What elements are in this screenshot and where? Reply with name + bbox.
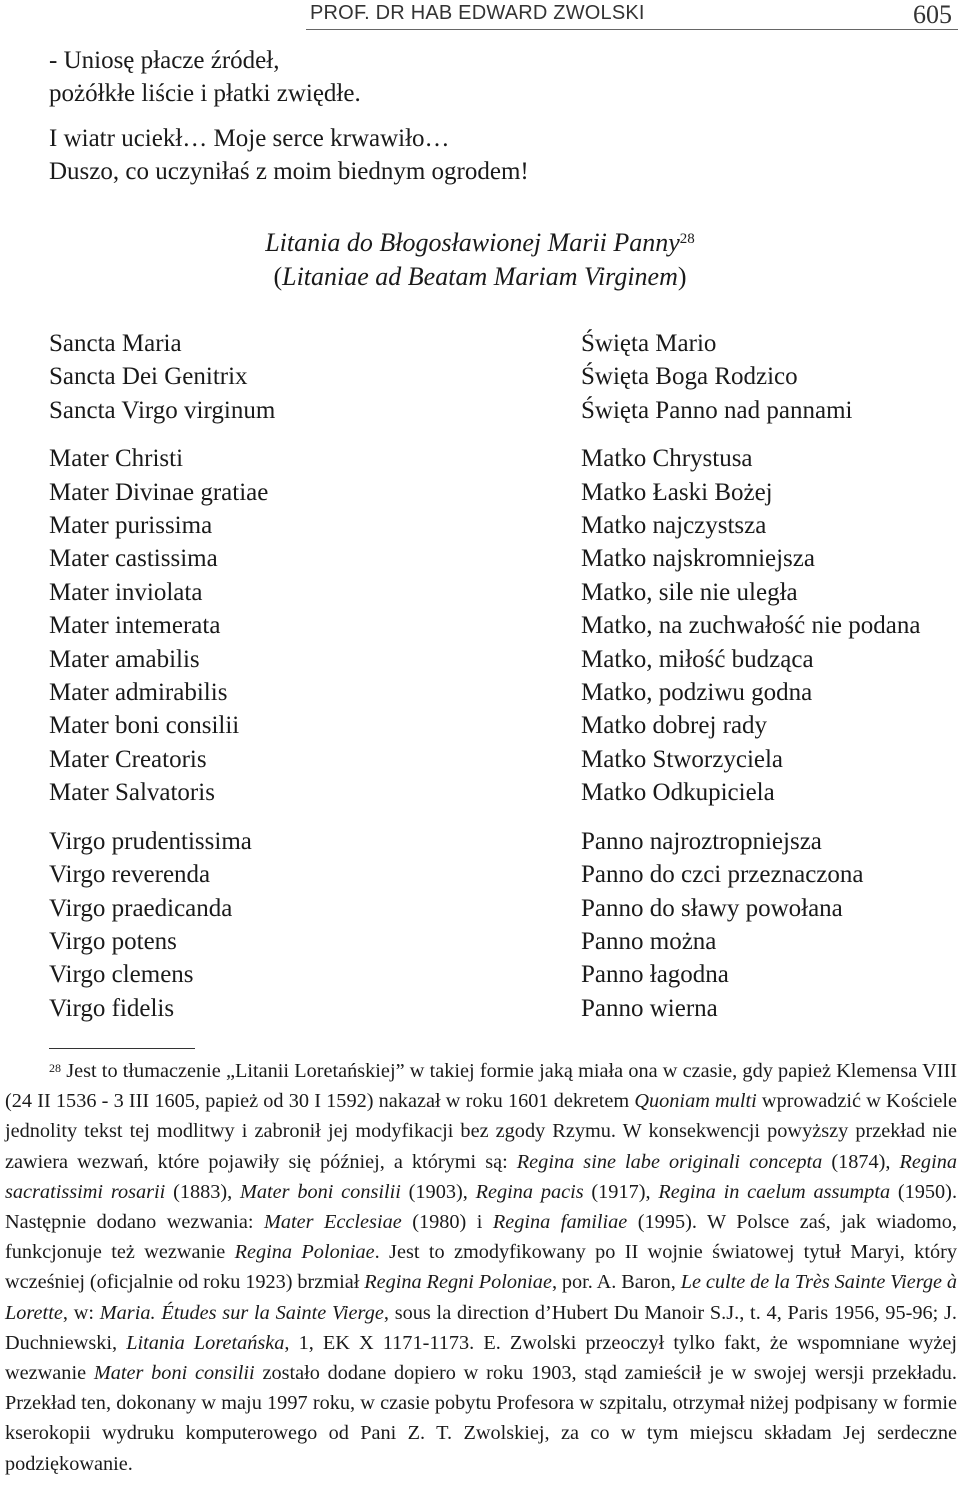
polish-group [581,442,920,809]
latin-invocation: Mater Salvatoris [49,779,215,807]
footnote-italic-segment: Mater Ecclesiae [263,1211,402,1234]
polish-invocation: Panno najroztropniejsza [581,827,822,855]
poem-stanza [49,122,529,188]
subtitle-close-paren: ) [677,262,687,291]
latin-invocation: Virgo reverenda [49,861,211,889]
litany-subtitle-text: Litaniae ad Beatam Mariam Virginem [282,262,678,291]
latin-invocation: Mater purissima [49,512,213,540]
footnote [5,1056,957,1479]
latin-invocation: Mater inviolata [49,578,203,606]
footnote-segment: (1903), [400,1180,476,1203]
polish-invocation: Matko najskromniejsza [581,545,815,573]
latin-invocation: Mater castissima [49,545,218,573]
latin-invocation: Mater admirabilis [49,679,228,707]
footnote-segment: (1980) i [401,1211,493,1234]
latin-invocation: Mater boni consilii [49,712,240,740]
footnote-italic-segment: Le culte de la Très Sainte Vierge à Lorette [5,1271,957,1324]
footnote-segment: (1917), [583,1180,659,1203]
latin-invocation: Virgo fidelis [49,994,175,1022]
polish-invocation: Panno do czci przeznaczona [581,861,864,889]
polish-invocation: Matko, sile nie uległa [581,578,798,606]
footnote-segment: , sous la direction d’Hubert Du Manoir S.J., t. 4, Paris 1956, 95-96; J. Duchniewski, [5,1301,957,1354]
footnote-number: 28 [49,1061,61,1075]
footnote-segment: . Jest to zmodyfikowany po II wojnie światowej tytuł Maryi, który wcześniej (oficjalnie od roku 1923) brzmiał [5,1241,957,1294]
footnote-segment: zostało dodane dopiero w roku 1903, stąd zamieścił je w swojej wersji przekładu. Przekład ten, dokonany w maju 1997 roku, w czasie pobytu Profesora w szpitalu, otrzymał niżej podpisany w formie kserokopii wydruku komputerowego od Pani Z. T. Zwolskiej, za co w tym miejscu składam Jej serdeczne podziękowanie. [5,1362,957,1475]
polish-invocation: Matko Stworzyciela [581,745,784,773]
latin-invocation: Virgo potens [49,927,177,955]
latin-invocation: Mater Divinae gratiae [49,478,269,506]
polish-invocation: Matko, miłość budząca [581,645,814,673]
footnote-italic-segment: Maria. Études sur la Sainte Vierge [99,1301,384,1324]
footnote-segment: (1883), [165,1180,240,1203]
polish-group [581,825,920,1025]
latin-invocation: Virgo prudentissima [49,827,252,855]
footnote-italic-segment: Regina familiae [492,1211,628,1234]
poem-line: I wiatr uciekł… Moje serce krwawiło… [49,125,450,152]
latin-invocation: Virgo clemens [49,961,194,989]
subtitle-open-paren: ( [273,262,283,291]
poem-line: - Uniosę płacze źródeł, [49,47,280,74]
footnote-segment: wprowadzić w Kościele jednolity tekst tej modlitwy i zabronił jej modyfikacji bez zgody Rzymu. W konsekwencji powyższy przekład nie zawiera wezwań, które pojawiły się później, a którymi są: [5,1090,957,1173]
latin-invocation: Mater Christi [49,445,184,473]
poem-fragment [49,44,529,200]
latin-invocation: Sancta Maria [49,330,182,357]
footnote-italic-segment: Regina Poloniae [234,1241,375,1264]
footnote-italic-segment: Mater boni consilii [240,1180,401,1203]
polish-invocation: Panno można [581,927,717,955]
latin-group [49,442,275,809]
polish-invocation: Matko dobrej rady [581,712,768,740]
page-number: 605 [913,0,952,29]
latin-group [49,327,275,427]
poem-stanza [49,44,529,110]
page-header [0,0,960,32]
footnote-italic-segment: Regina sine labe originali concepta [516,1150,823,1173]
polish-invocation: Święta Boga Rodzico [581,363,798,391]
footnote-segment: (1950). Następnie dodano wezwania: [5,1180,958,1234]
polish-invocation: Matko, podziwu godna [581,679,813,707]
footnote-segment: (1995). W Polsce zaś, jak wiadomo, funkcjonuje też wezwanie [5,1211,957,1264]
polish-column [581,327,920,1040]
polish-invocation: Matko, na zuchwałość nie podana [581,612,921,640]
polish-invocation: Matko najczystsza [581,512,767,540]
footnote-italic-segment: Regina sacratissimi rosarii [5,1150,957,1203]
latin-group [49,825,275,1025]
footnote-segment: (1874), [822,1150,900,1173]
footnote-segment: , w: [62,1301,100,1324]
litany-title-block [0,226,960,294]
latin-invocation: Mater amabilis [49,645,200,673]
polish-group [581,327,920,427]
polish-invocation: Święta Panno nad pannami [581,396,853,424]
running-head: PROF. DR HAB EDWARD ZWOLSKI [310,2,645,24]
footnote-segment: Jest to tłumaczenie „Litanii Loretańskiej” w takiej formie jaką miała ona w czasie, gdy papież Klemensa VIII (24 II 1536 - 3 III 1605, papież od 30 I 1592) nakazał w roku 1601 dekretem [5,1060,957,1113]
poem-line: Duszo, co uczyniłaś z moim biednym ogrodem! [49,158,529,185]
footnote-segment: , por. A. Baron, [551,1271,681,1294]
latin-invocation: Sancta Dei Genitrix [49,363,248,391]
footnote-italic-segment: Mater boni consilii [93,1362,255,1385]
polish-invocation: Matko Odkupiciela [581,779,775,807]
footnote-italic-segment: Regina in caelum assumpta [658,1180,891,1203]
poem-line: pożółkłe liście i płatki zwiędłe. [49,80,361,107]
footnote-separator [49,1048,195,1049]
footnote-italic-segment: Regina Regni Poloniae [364,1271,552,1294]
footnote-reference: 28 [679,231,695,247]
polish-invocation: Panno do sławy powołana [581,894,843,922]
polish-invocation: Panno wierna [581,994,718,1022]
header-rule [306,29,958,30]
latin-invocation: Mater Creatoris [49,745,207,773]
latin-column [49,327,275,1040]
latin-invocation: Sancta Virgo virginum [49,396,276,424]
litany-title [0,226,960,260]
latin-invocation: Mater intemerata [49,612,221,640]
litany-title-text: Litania do Błogosławionej Marii Panny [265,228,680,257]
litany-subtitle [0,260,960,294]
latin-invocation: Virgo praedicanda [49,894,233,922]
footnote-italic-segment: Quoniam multi [634,1090,757,1113]
polish-invocation: Matko Łaski Bożej [581,478,773,506]
footnote-italic-segment: Litania Loretańska [126,1331,285,1354]
footnote-segment: , 1, EK X 1171-1173. E. Zwolski przeoczył tylko fakt, że wspomniane wyżej wezwanie [5,1331,957,1385]
polish-invocation: Panno łagodna [581,961,729,989]
polish-invocation: Matko Chrystusa [581,445,753,473]
footnote-italic-segment: Regina pacis [475,1180,584,1203]
polish-invocation: Święta Mario [581,330,717,357]
